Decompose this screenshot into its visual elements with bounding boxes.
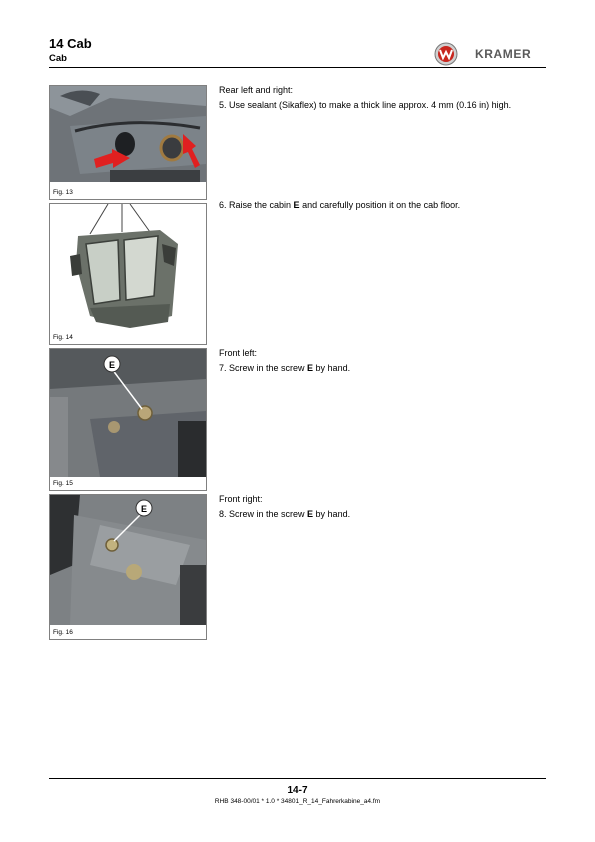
step-6 bbox=[219, 198, 460, 213]
figure-label: Fig. 14 bbox=[53, 334, 73, 341]
figure-14 bbox=[49, 203, 207, 345]
callout-e: E bbox=[108, 360, 116, 370]
figure-15 bbox=[49, 348, 207, 491]
step-5 bbox=[219, 83, 511, 113]
figure-13 bbox=[49, 85, 207, 200]
callout-e: E bbox=[140, 504, 148, 514]
section-title: Cab bbox=[49, 53, 67, 64]
step-7 bbox=[219, 346, 350, 376]
step-text: 7. Screw in the screw E by hand. bbox=[219, 363, 351, 373]
page-number: 14-7 bbox=[287, 785, 308, 796]
brand-name: KRAMER bbox=[475, 47, 532, 61]
step-text: 8. Screw in the screw E by hand. bbox=[219, 509, 351, 519]
ref-e: E bbox=[307, 363, 314, 373]
photo-front-right-screw bbox=[50, 495, 206, 625]
photo-cabin-lift bbox=[50, 204, 206, 330]
step-heading: Rear left and right: bbox=[219, 85, 294, 95]
footer-rule bbox=[49, 778, 546, 779]
ref-e: E bbox=[307, 509, 314, 519]
photo-front-left-screw bbox=[50, 349, 206, 477]
figure-label: Fig. 15 bbox=[53, 480, 73, 487]
ref-e: E bbox=[293, 200, 300, 210]
step-heading: Front right: bbox=[219, 494, 263, 504]
step-8 bbox=[219, 492, 350, 522]
figure-label: Fig. 16 bbox=[53, 629, 73, 636]
document-reference: RHB 348-00/01 * 1.0 * 34801_R_14_Fahrerkabine_a4.fm bbox=[214, 798, 381, 805]
figure-label: Fig. 13 bbox=[53, 189, 73, 196]
photo-sealant bbox=[50, 86, 206, 182]
header-rule bbox=[49, 67, 546, 68]
step-heading: Front left: bbox=[219, 348, 258, 358]
chapter-title: 14 Cab bbox=[49, 36, 92, 51]
figure-16 bbox=[49, 494, 207, 640]
step-text: 6. Raise the cabin E and carefully position it on the cab floor. bbox=[219, 200, 461, 210]
step-text: 5. Use sealant (Sikaflex) to make a thick line approx. 4 mm (0.16 in) high. bbox=[219, 100, 512, 110]
